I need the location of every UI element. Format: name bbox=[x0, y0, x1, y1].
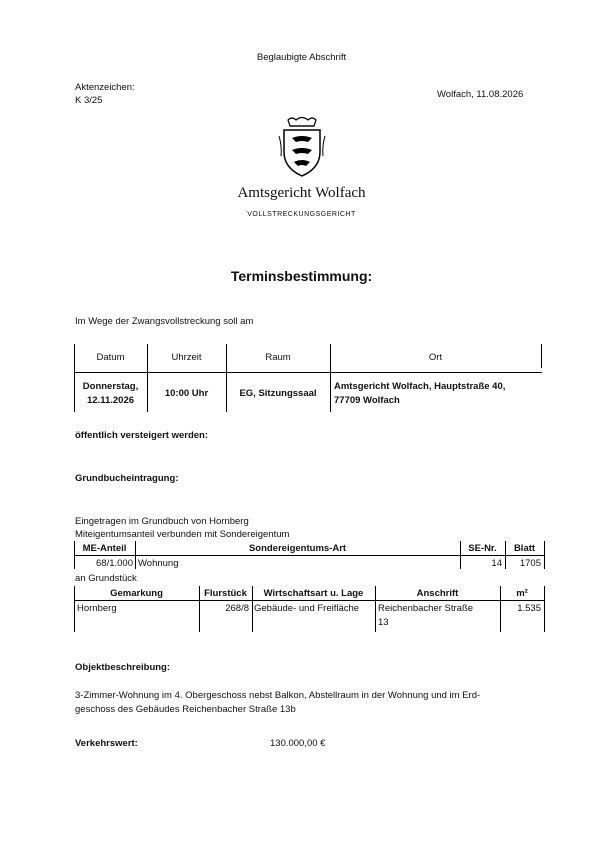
intro-text: Im Wege der Zwangsvollstreckung soll am bbox=[75, 316, 254, 327]
miteigentum-text: Miteigentumsanteil verbunden mit Sondereigentum bbox=[75, 529, 290, 540]
objekt-line1: 3-Zimmer-Wohnung im 4. Obergeschoss nebst Balkon, Abstellraum in der Wohnung und im Erd- bbox=[75, 690, 481, 701]
termin-header-uhrzeit: Uhrzeit bbox=[171, 352, 202, 363]
me-art: Wohnung bbox=[138, 558, 179, 569]
gs-anschrift-line1: Reichenbacher Straße bbox=[378, 603, 474, 614]
aktenzeichen-label: Aktenzeichen: bbox=[75, 82, 135, 93]
termin-ort-line1: Amtsgericht Wolfach, Hauptstraße 40, bbox=[334, 381, 506, 392]
me-anteil: 68/1.000 bbox=[96, 558, 133, 569]
gs-qm: 1.535 bbox=[517, 603, 541, 614]
termin-datum-weekday: Donnerstag, bbox=[82, 381, 139, 392]
objekt-heading: Objektbeschreibung: bbox=[75, 662, 171, 673]
gs-wirtschaftsart: Gebäude- und Freifläche bbox=[254, 603, 360, 614]
versteigert-text: öffentlich versteigert werden: bbox=[75, 430, 209, 441]
termin-raum: EG, Sitzungssaal bbox=[239, 388, 317, 399]
gs-header-flurstueck: Flurstück bbox=[204, 588, 247, 599]
termin-header-raum: Raum bbox=[265, 352, 291, 363]
gs-gemarkung: Hornberg bbox=[77, 603, 117, 614]
termin-uhrzeit: 10:00 Uhr bbox=[164, 388, 209, 399]
gs-flurstueck: 268/8 bbox=[225, 603, 249, 614]
verkehrswert: 130.000,00 € bbox=[270, 738, 326, 749]
aktenzeichen: K 3/25 bbox=[75, 95, 103, 106]
termin-header-ort: Ort bbox=[428, 352, 443, 363]
termin-ort-line2: 77709 Wolfach bbox=[334, 395, 400, 406]
document-title: Terminsbestimmung: bbox=[230, 268, 373, 284]
eingetragen-text: Eingetragen im Grundbuch von Hornberg bbox=[75, 516, 249, 527]
grundbuch-heading: Grundbucheintragung: bbox=[75, 473, 179, 484]
gs-anschrift-line2: 13 bbox=[378, 617, 389, 628]
me-senr: 14 bbox=[491, 558, 502, 569]
me-header-blatt: Blatt bbox=[513, 543, 536, 554]
court-subtitle: VOLLSTRECKUNGSGERICHT bbox=[247, 211, 356, 218]
gs-header-wirtschaftsart: Wirtschaftsart u. Lage bbox=[263, 588, 364, 599]
verkehrswert-label: Verkehrswert: bbox=[75, 738, 138, 749]
me-header-art: Sondereigentums-Art bbox=[248, 543, 347, 554]
termin-header-datum: Datum bbox=[96, 352, 125, 363]
gs-header-qm: m² bbox=[516, 588, 528, 599]
me-blatt: 1705 bbox=[519, 558, 541, 569]
gs-header-gemarkung: Gemarkung bbox=[110, 588, 163, 599]
coat-of-arms-icon bbox=[278, 116, 326, 178]
document-header: Beglaubigte Abschrift bbox=[256, 52, 347, 63]
objekt-line2: geschoss des Gebäudes Reichenbacher Straße 13b bbox=[75, 704, 296, 715]
an-grundstueck-text: an Grundstück bbox=[75, 573, 137, 584]
gs-header-anschrift: Anschrift bbox=[416, 588, 459, 599]
place-date: Wolfach, 11.08.2026 bbox=[437, 89, 524, 100]
me-header-anteil: ME-Anteil bbox=[82, 543, 127, 554]
me-header-senr: SE-Nr. bbox=[468, 543, 497, 554]
court-name: Amtsgericht Wolfach bbox=[237, 185, 366, 201]
termin-datum: 12.11.2026 bbox=[86, 395, 135, 406]
